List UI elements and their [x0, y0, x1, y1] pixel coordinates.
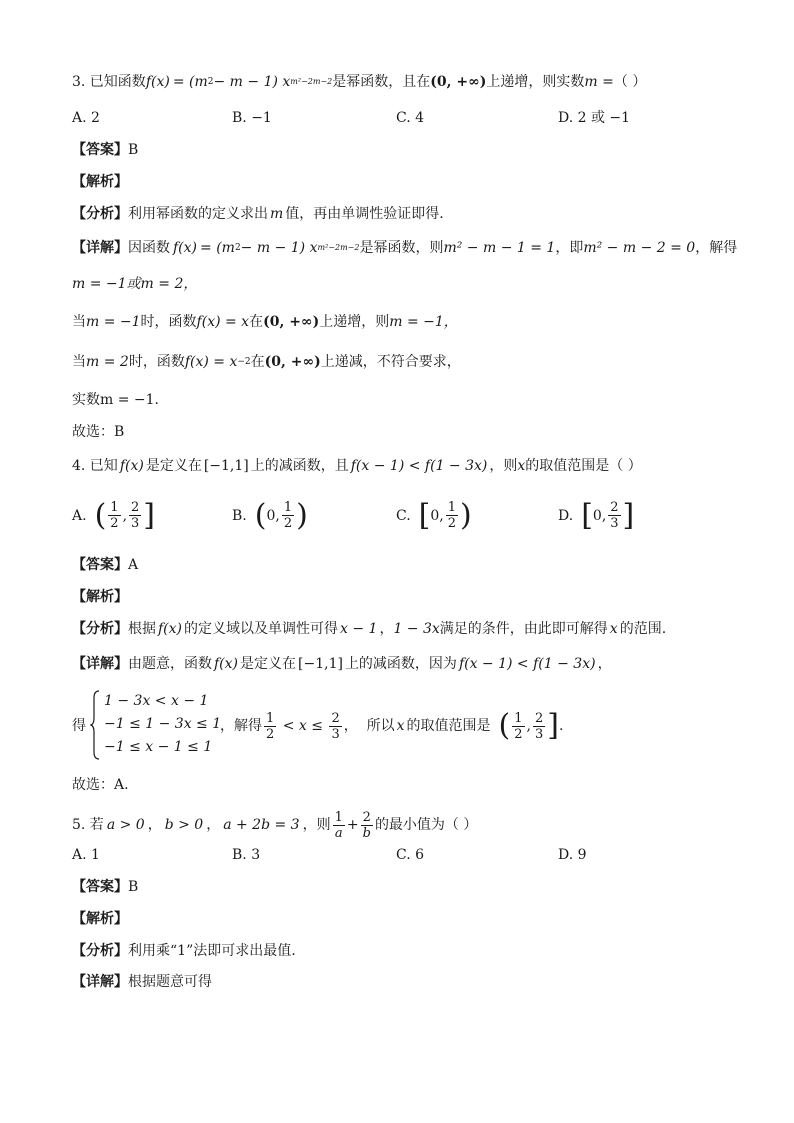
q5-frac1: [333, 810, 345, 841]
q3-detail-mid: − m − 1) x: [240, 240, 318, 256]
q5-option-a: A. 1: [72, 847, 100, 863]
q4-fenxi-e1: x − 1: [340, 621, 378, 637]
q3-l3h: m = −1，: [389, 314, 458, 330]
q3-l4c: 时，函数: [128, 354, 185, 370]
q4-fenxi-label: 【分析】: [72, 621, 128, 637]
q4-res-open: (: [498, 708, 511, 743]
q3-l3c: 时，函数: [140, 314, 197, 330]
q3-detail-2: [72, 274, 197, 294]
q3-detail-eq2: m² − m − 2 = 0: [583, 240, 696, 256]
num: 1: [334, 809, 343, 825]
q3-l4g: 上递减，不符合要求，: [320, 354, 461, 370]
q4-detail-f: f(x): [214, 656, 239, 672]
q4-solve-t3: 的取值范围是: [406, 718, 491, 734]
q3-prefix: 3. 已知函数: [72, 74, 146, 90]
q4-option-a-frac2: [129, 500, 141, 531]
q4-option-a: A. ( $\frac{1}{2}$ , $\frac{2}{3}$ ]: [72, 497, 156, 533]
q4-fenxi-e2: 1 − 3x: [393, 621, 440, 637]
q4-prefix: 4. 已知: [72, 458, 118, 474]
q5-prefix: 5. 若: [72, 817, 104, 833]
q4-option-b-open: (: [254, 497, 267, 533]
q3-suffix2: 上递增，则实数: [486, 74, 585, 90]
q4-solve-t1: ，解得: [220, 718, 262, 734]
q3-mid: − m − 1) x: [213, 74, 291, 90]
q4-fenxi-t3: ，: [379, 621, 394, 637]
q3-answer-label: 【答案】: [72, 142, 128, 158]
q4-choose: [72, 775, 129, 795]
q3-f-expr: f(x): [145, 74, 170, 90]
q4-res-end: .: [559, 718, 564, 734]
q4-solve: ，解得 $\frac{1}{2}$ < x ≤ $\frac{2}{3}$ ， 所以 x 的取值范围是 ( $\frac{1}{2}$ , $\frac{2}{3}$ ] .: [220, 708, 564, 743]
q4-t4: 的取值范围是（ ）: [525, 458, 642, 474]
q4-stem: [72, 456, 642, 476]
q4-fenxi-t4: 满足的条件，由此即可解得: [439, 621, 608, 637]
q4-res-frac1: [512, 711, 524, 742]
q4-detail-1: [72, 654, 612, 674]
q3-fenxi-label: 【分析】: [72, 206, 128, 222]
q3-eq-open: = (m: [172, 74, 208, 90]
q5-detail: [72, 972, 212, 992]
q4-fenxi-t5: 的范围.: [619, 621, 667, 637]
q3-option-b: B. −1: [232, 110, 272, 126]
q4-x: x: [517, 458, 526, 474]
q3-detail-3: [72, 312, 458, 332]
num: 2: [535, 710, 544, 726]
q4-option-c-frac: [446, 500, 458, 531]
num: 1: [283, 500, 293, 515]
q3-option-d: D. 2 或 −1: [558, 110, 631, 126]
q3-fenxi-text: 利用幂函数的定义求出: [128, 206, 268, 222]
q3-answer: [72, 140, 138, 160]
q4-option-a-label: A.: [72, 507, 87, 524]
q4-option-d-v: 0,: [592, 507, 607, 524]
q3-detail-text3: ，即: [555, 240, 584, 256]
num: 2: [331, 710, 340, 726]
q3-sup1: 2: [207, 77, 214, 87]
q4-answer-value: A: [128, 557, 139, 573]
q3-option-a: A. 2: [72, 110, 100, 126]
q4-detail-ineq: f(x − 1) < f(1 − 3x): [458, 656, 596, 672]
num: 2: [362, 809, 371, 825]
q5-fenxi-text: 利用乘“1”法即可求出最值.: [128, 943, 296, 959]
q4-option-a-close: ]: [143, 497, 156, 533]
q5-fenxi-label: 【分析】: [72, 943, 128, 959]
q4-detail-t4: ，: [597, 656, 612, 672]
q4-option-c-open: [: [418, 497, 431, 533]
q3-fenxi-text2: 值，再由单调性验证即得.: [285, 206, 444, 222]
den: 2: [110, 516, 119, 531]
q3-detail-text1: 因函数: [128, 240, 170, 256]
q3-detail-sup1: 2: [234, 243, 241, 253]
q4-t1: 是定义在: [145, 458, 202, 474]
q4-option-b-frac: [282, 500, 294, 531]
q4-option-c-v: 0,: [430, 507, 444, 524]
q4-detail-t1: 由题意，函数: [128, 656, 212, 672]
q4-option-b-v: 0,: [266, 507, 280, 524]
q4-sys1: 1 − 3x < x − 1: [104, 693, 209, 709]
q3-l3f: (0, +∞): [263, 314, 320, 330]
q5-answer-value: B: [128, 879, 139, 895]
q5-option-c: C. 6: [396, 847, 425, 863]
q4-solve-x: x: [396, 718, 405, 734]
q3-detail-eq-open: = (m: [200, 240, 235, 256]
den: 2: [514, 726, 523, 742]
q3-choose: [72, 422, 124, 442]
brace-icon: [90, 690, 100, 760]
q4-t2: 上的减函数，且: [250, 458, 349, 474]
q4-t3: ，则: [489, 458, 518, 474]
num: 1: [514, 710, 523, 726]
q3-choose-text: 故选：B: [72, 424, 125, 440]
q3-l3g: 上递增，则: [319, 314, 390, 330]
q4-res-close: ]: [547, 708, 559, 743]
q4-option-a-frac1: [108, 500, 120, 531]
q5-answer: [72, 877, 138, 897]
q4-solve-frac1: [264, 711, 276, 742]
q5-plus: +: [346, 817, 359, 833]
q3-exp: m²−2m−2: [290, 77, 333, 86]
q3-detail-line2: m = −1或m = 2，: [72, 276, 198, 292]
num: 1: [110, 500, 119, 515]
q3-detail-label: 【详解】: [72, 240, 128, 256]
q4-sys-lines: [104, 690, 221, 759]
q5-analysis-label: 【解析】: [72, 911, 128, 927]
q4-answer-label: 【答案】: [72, 557, 128, 573]
q3-analysis: [72, 172, 128, 192]
q3-l4b: m = 2: [86, 354, 129, 370]
q4-fenxi-x: x: [609, 621, 618, 637]
q3-l3d: f(x) = x: [196, 314, 250, 330]
q3-m-eq: m =: [584, 74, 614, 90]
q3-suffix: 是幂函数，且在: [332, 74, 431, 90]
q4-ineq: f(x − 1) < f(1 − 3x): [350, 458, 488, 474]
q4-option-d-frac: [608, 500, 620, 531]
q4-option-d: [558, 497, 635, 533]
q4-solve-frac2: [329, 711, 341, 742]
q5-frac2: [361, 810, 373, 841]
q5-option-d: D. 9: [558, 847, 587, 863]
q5-t1: ，: [147, 817, 162, 833]
q4-fenxi: [72, 619, 666, 639]
q4-option-d-open: [: [581, 497, 593, 533]
q4-detail-t2: 是定义在: [240, 656, 297, 672]
q3-paren: （ ）: [613, 74, 647, 90]
q3-l4exp: −2: [237, 357, 251, 367]
num: 2: [610, 500, 619, 515]
q5-c3: a + 2b = 3: [223, 817, 300, 833]
q4-choose-text: 故选：A.: [72, 777, 129, 793]
q3-detail-eq1: m² − m − 1 = 1: [443, 240, 556, 256]
q3-l3b: m = −1: [86, 314, 141, 330]
q3-answer-value: B: [128, 142, 139, 158]
q4-detail-t3: 上的减函数，因为: [344, 656, 457, 672]
q3-detail-4: [72, 352, 461, 372]
den: b: [362, 825, 371, 841]
num: 1: [447, 500, 457, 515]
q4-option-b: [232, 497, 308, 533]
q4-sys-brace: [90, 690, 98, 758]
q3-detail-5: [72, 390, 159, 410]
q4-option-c-close: ): [460, 497, 472, 533]
q4-detail-label: 【详解】: [72, 656, 128, 672]
q3-analysis-label: 【解析】: [72, 174, 128, 190]
q5-c1: a > 0: [106, 817, 145, 833]
q4-option-b-label: B.: [232, 507, 247, 524]
q4-option-c: [396, 497, 472, 533]
q4-detail-dom: [−1,1]: [298, 656, 343, 672]
q4-solve-t2: ， 所以: [343, 718, 395, 734]
q4-sys-de: 得: [72, 718, 86, 734]
num: 1: [266, 710, 275, 726]
q3-stem: [72, 72, 646, 92]
q5-stem: [72, 806, 477, 844]
den: 2: [266, 726, 275, 742]
q4-fenxi-t1: 根据: [128, 621, 156, 637]
q5-answer-label: 【答案】: [72, 879, 128, 895]
q5-detail-text: 根据题意可得: [128, 974, 212, 990]
q4-sys3: −1 ≤ x − 1 ≤ 1: [104, 739, 213, 755]
q3-detail-exp: m²−2m−2: [317, 243, 360, 252]
q4-option-b-close: ): [296, 497, 308, 533]
q3-option-c: C. 4: [396, 110, 425, 126]
q5-t3: ，则: [302, 817, 331, 833]
q5-detail-label: 【详解】: [72, 974, 128, 990]
q3-detail-1: [72, 238, 737, 258]
q4-domain: [−1,1]: [203, 458, 249, 474]
q4-option-a-open: (: [94, 497, 107, 533]
q4-sys2: −1 ≤ 1 − 3x ≤ 1: [104, 716, 222, 732]
q4-fenxi-t2: 的定义域以及单调性可得: [184, 621, 339, 637]
q3-detail-text4: ，解得: [695, 240, 738, 256]
den: 2: [283, 516, 293, 531]
q3-l4e: 在: [250, 354, 265, 370]
q3-detail-f: f(x): [173, 240, 198, 256]
q4-option-d-label: D.: [558, 507, 574, 524]
q5-option-b: B. 3: [232, 847, 261, 863]
q3-l3a: 当: [72, 314, 86, 330]
q3-fenxi: [72, 204, 444, 224]
q3-l5: 实数m = −1.: [72, 392, 159, 408]
q4-fenxi-f: f(x): [158, 621, 183, 637]
den: 3: [131, 516, 140, 531]
den: 3: [331, 726, 340, 742]
q4-f1: f(x): [119, 458, 144, 474]
den: 3: [535, 726, 544, 742]
q3-l4d: f(x) = x: [184, 354, 238, 370]
q3-l3e: 在: [249, 314, 264, 330]
q4-analysis-label: 【解析】: [72, 589, 128, 605]
q4-answer: [72, 555, 138, 575]
q3-interval: (0, +∞): [430, 74, 487, 90]
q5-analysis: [72, 909, 128, 929]
q5-c2: b > 0: [164, 817, 204, 833]
q4-res-frac2: [533, 711, 545, 742]
num: 2: [131, 500, 140, 515]
den: 2: [447, 516, 457, 531]
q5-t4: 的最小值为（ ）: [374, 817, 478, 833]
q4-solve-mid: < x ≤: [278, 718, 328, 734]
q3-fenxi-m: m: [270, 206, 284, 222]
q5-fenxi: [72, 941, 296, 961]
q4-analysis: [72, 587, 128, 607]
q3-l4a: 当: [72, 354, 86, 370]
q3-l4f: (0, +∞): [264, 354, 321, 370]
q4-option-c-label: C.: [396, 507, 411, 524]
den: a: [334, 825, 343, 841]
q5-t2: ，: [206, 817, 221, 833]
q3-detail-text2: 是幂函数，则: [359, 240, 444, 256]
den: 3: [610, 516, 619, 531]
q4-option-d-close: ]: [622, 497, 635, 533]
